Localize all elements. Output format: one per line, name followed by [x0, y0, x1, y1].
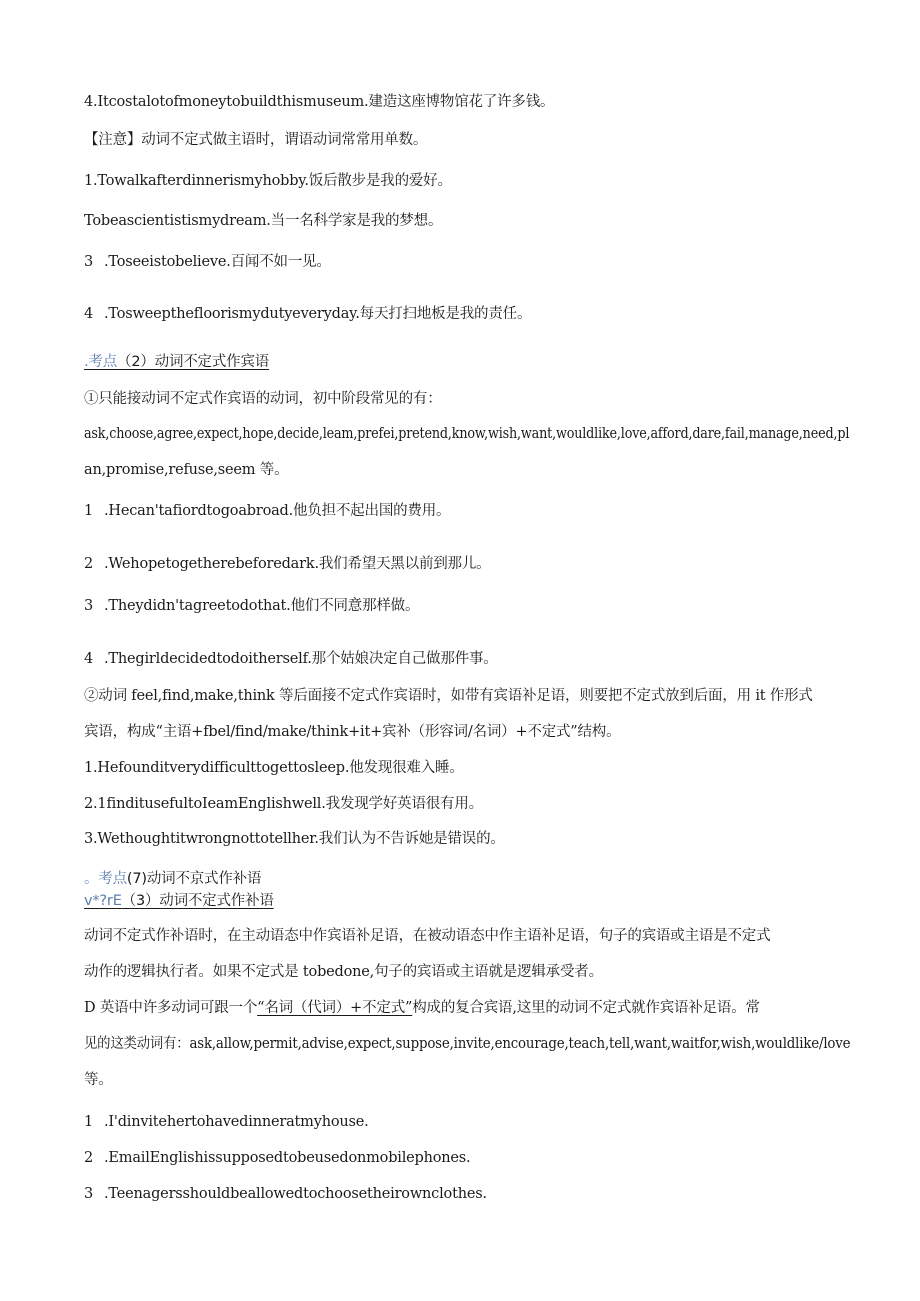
example-line: Tobeascientistismydream.当一名科学家是我的梦想。 — [84, 213, 443, 229]
example-line: 3 .Theydidn'tagreetodothat.他们不同意那样做。 — [84, 598, 420, 614]
example-line: 4 .Tosweepthefloorismydutyeveryday.每天打扫地板是我的责任。 — [84, 306, 532, 322]
paragraph-line: 动词不定式作补语时，在主动语态中作宾语补足语，在被动语态中作主语补足语，句子的宾语或主语是不定式 — [84, 928, 771, 944]
section-heading-garbled: 。考点(7)动词不京式作补语 — [84, 871, 262, 887]
example-line: 1 .I'dinvitehertohavedinneratmyhouse. — [84, 1114, 369, 1130]
example-line: 2.1finditusefultoIeamEnglishwell.我发现学好英语很有用。 — [84, 796, 483, 812]
quoted-structure: “名词（代词）+不定式” — [257, 1000, 413, 1016]
example-line: 3 .Toseeistobelieve.百闻不如一见。 — [84, 254, 331, 270]
section-heading: v*?rE（3）动词不定式作补语 — [84, 893, 274, 909]
example-line: 3 .Teenagersshouldbeallowedtochoosetheirownclothes. — [84, 1186, 487, 1202]
paragraph-line: 见的这类动词有：ask,allow,permit,advise,expect,suppose,invite,encourage,teach,tell,want,waitfor,wish,wouldlike/love — [84, 1036, 851, 1052]
example-line: 2 .EmailEnglishissupposedtobeusedonmobilephones. — [84, 1150, 471, 1166]
rule-line: ②动词 feel,find,make,think 等后面接不定式作宾语时，如带有宾语补足语，则要把不定式放到后面，用 it 作形式 — [84, 688, 813, 704]
rule-line: 宾语，构成“主语+fbel/find/make/think+it+宾补（形容词/名词）+不定式”结构。 — [84, 724, 621, 740]
verb-list-line: an,promise,refuse,seem 等。 — [84, 462, 289, 478]
example-line: 1.Towalkafterdinnerismyhobby.饭后散步是我的爱好。 — [84, 173, 452, 189]
paragraph-line: 动作的逻辑执行者。如果不定式是 tobedone,句子的宾语或主语就是逻辑承受者。 — [84, 964, 603, 980]
example-line: 1.Hefounditverydifficulttogettosleep.他发现很难入睡。 — [84, 760, 464, 776]
rule-line: ①只能接动词不定式作宾语的动词，初中阶段常见的有： — [84, 391, 442, 407]
example-line: 4.Itcostalotofmoneytobuildthismuseum.建造这座博物馆花了许多钱。 — [84, 94, 555, 110]
note-line: 【注意】动词不定式做主语时，谓语动词常常用单数。 — [84, 132, 428, 148]
paragraph-line: 等。 — [84, 1072, 113, 1088]
example-line: 4 .Thegirldecidedtodoitherself.那个姑娘决定自己做那件事。 — [84, 651, 498, 667]
section-heading: .考点（2）动词不定式作宾语 — [84, 354, 270, 370]
example-line: 3.Wethoughtitwrongnottotellher.我们认为不告诉她是错误的。 — [84, 831, 505, 847]
example-line: 1 .Hecan'tafiordtogoabroad.他负担不起出国的费用。 — [84, 503, 451, 519]
verb-list-line: ask,choose,agree,expect,hope,decide,leam,prefei,pretend,know,wish,want,wouldlike,love,afford,dare,fail,manage,need,pl — [84, 426, 850, 442]
example-line: 2 .Wehopetogetherebeforedark.我们希望天黑以前到那儿。 — [84, 556, 491, 572]
paragraph-line: D 英语中许多动词可跟一个“名词（代词）+不定式”构成的复合宾语,这里的动词不定式就作宾语补足语。常 — [84, 1000, 760, 1016]
